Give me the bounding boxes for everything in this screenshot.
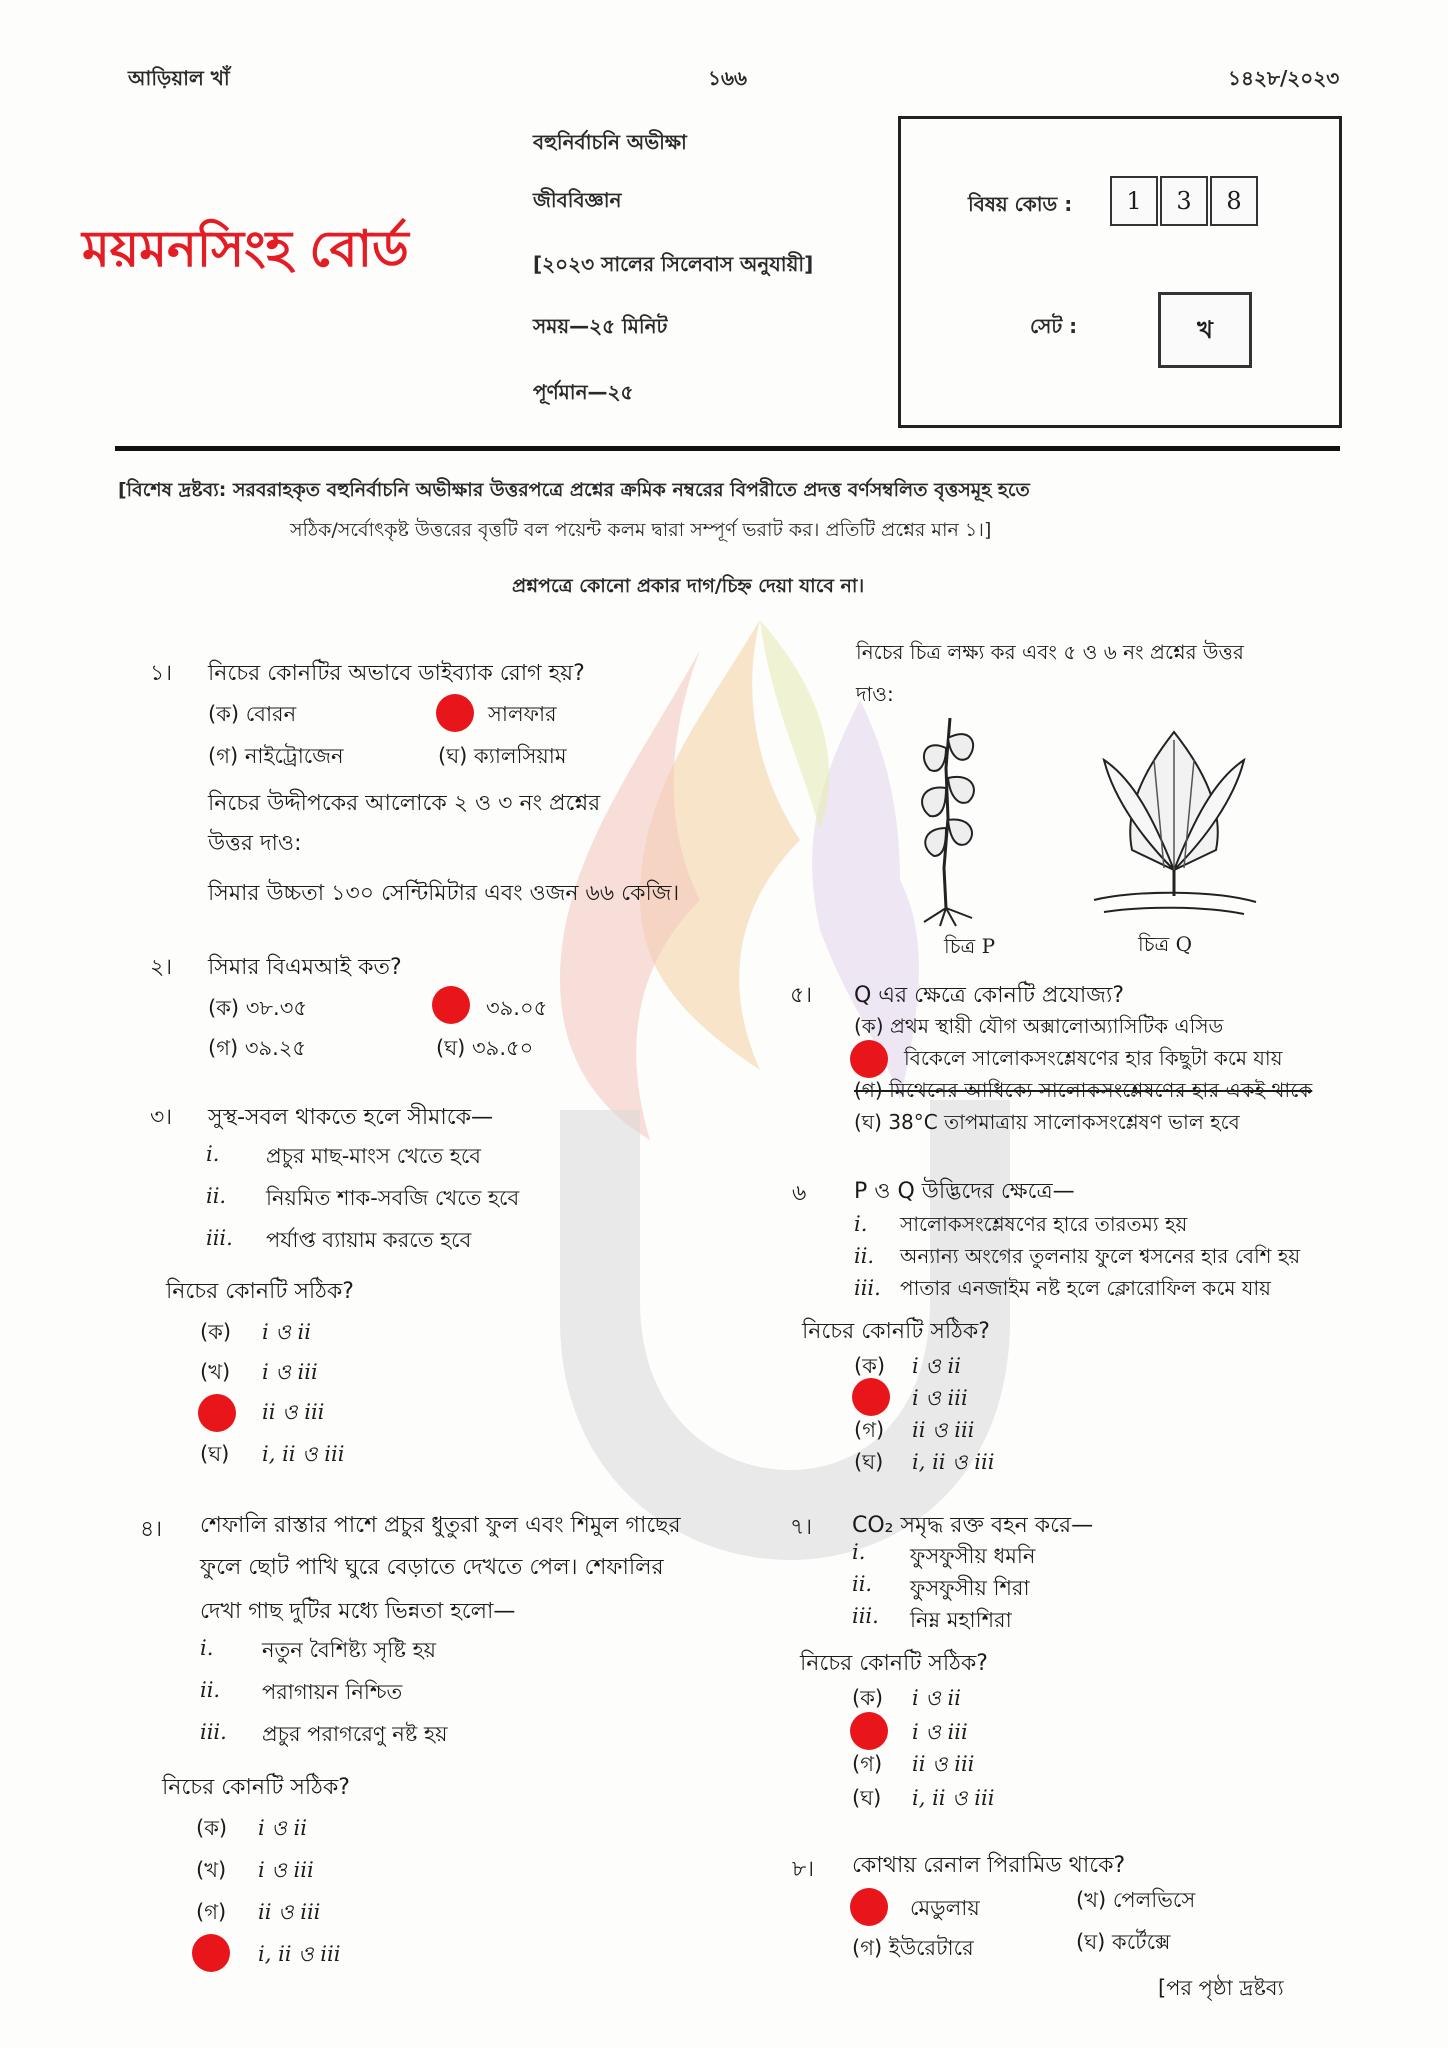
q3-item-2: নিয়মিত শাক-সবজি খেতে হবে <box>266 1186 520 1210</box>
answer-mark <box>198 1394 236 1432</box>
q6-roman-1: i. <box>854 1212 868 1236</box>
stem23-line1: নিচের উদ্দীপকের আলোকে ২ ও ৩ নং প্রশ্নের <box>208 791 601 816</box>
stem23-line2: উত্তর দাও: <box>208 831 302 856</box>
q5-option-d: (ঘ) 38°C তাপমাত্রায় সালোকসংশ্লেষণ ভাল হবে <box>854 1110 1240 1134</box>
q7-value-a: i ও ii <box>912 1686 961 1710</box>
q3-label-a: (ক) <box>200 1320 232 1344</box>
q4-label-c: (গ) <box>196 1900 227 1924</box>
q3-number: ৩। <box>150 1105 173 1130</box>
q8-number: ৮। <box>792 1857 815 1882</box>
q6-label-a: (ক) <box>854 1354 886 1378</box>
q4-roman-2: ii. <box>200 1678 221 1702</box>
set-label: সেট : <box>1030 314 1078 338</box>
q5-option-b: বিকেলে সালোকসংশ্লেষণের হার কিছুটা কমে যায় <box>904 1046 1283 1070</box>
divider <box>115 446 1340 451</box>
header-left-tag: আড়িয়াল খাঁ <box>128 66 230 90</box>
header-right-code: ১৪২৮/২০২৩ <box>1228 66 1340 90</box>
q4-line2: ফুলে ছোট পাখি ঘুরে বেড়াতে দেখতে পেল। শেফালির <box>200 1555 664 1580</box>
instruction-line2: সঠিক/সর্বোৎকৃষ্ট উত্তরের বৃত্তটি বল পয়েন্ট কলম দ্বারা সম্পূর্ণ ভরাট কর। প্রতিটি প্রশ্নের মান ১।] <box>290 519 992 541</box>
q3-item-1: প্রচুর মাছ-মাংস খেতে হবে <box>266 1144 481 1168</box>
stem23-line3: সিমার উচ্চতা ১৩০ সেন্টিমিটার এবং ওজন ৬৬ কেজি। <box>208 881 680 906</box>
q3-value-d: i, ii ও iii <box>262 1442 345 1466</box>
q3-text: সুস্থ-সবল থাকতে হলে সীমাকে— <box>208 1105 493 1130</box>
figure-q-caption: চিত্র Q <box>1138 932 1192 956</box>
q7-label-a: (ক) <box>852 1686 884 1710</box>
set-value: খ <box>1158 292 1252 368</box>
q1-text: নিচের কোনটির অভাবে ডাইব্যাক রোগ হয়? <box>208 661 585 686</box>
q5-number: ৫। <box>790 983 813 1008</box>
q2-option-b: ৩৯.০৫ <box>486 996 548 1020</box>
q6-label-d: (ঘ) <box>854 1450 884 1474</box>
q7-item-2: ফুসফুসীয় শিরা <box>910 1576 1030 1600</box>
q6-value-b: i ও iii <box>912 1386 968 1410</box>
q6-item-3: পাতার এনজাইম নষ্ট হলে ক্লোরোফিল কমে যায় <box>900 1276 1271 1300</box>
q7-value-d: i, ii ও iii <box>912 1786 995 1810</box>
q4-number: ৪। <box>140 1517 163 1542</box>
q3-item-3: পর্যাপ্ত ব্যায়াম করতে হবে <box>266 1228 472 1252</box>
answer-mark <box>852 1378 890 1416</box>
code-digit: 3 <box>1160 176 1208 226</box>
code-digit: 8 <box>1210 176 1258 226</box>
instruction-line3: প্রশ্নপত্রে কোনো প্রকার দাগ/চিহ্ন দেয়া যাবে না। <box>512 575 865 597</box>
q8-text: কোথায় রেনাল পিরামিড থাকে? <box>852 1853 1126 1878</box>
answer-mark <box>432 986 470 1024</box>
q7-number: ৭। <box>790 1515 813 1540</box>
q8-option-c: (গ) ইউরেটারে <box>852 1936 974 1960</box>
stem56-line2: দাও: <box>856 682 894 706</box>
board-title: ময়মনসিংহ বোর্ড <box>82 219 409 278</box>
answer-mark <box>192 1934 230 1972</box>
q3-roman-3: iii. <box>206 1226 233 1250</box>
answer-mark <box>850 1888 888 1926</box>
q6-value-d: i, ii ও iii <box>912 1450 995 1474</box>
q7-which: নিচের কোনটি সঠিক? <box>800 1651 988 1676</box>
syllabus: [২০২৩ সালের সিলেবাস অনুযায়ী] <box>533 252 814 276</box>
time: সময়—২৫ মিনিট <box>533 314 668 338</box>
figure-p-caption: চিত্র P <box>944 934 996 958</box>
instruction-line1: [বিশেষ দ্রষ্টব্য: সরবরাহকৃত বহুনির্বাচনি অভীক্ষার উত্তরপত্রে প্রশ্নের ক্রমিক নম্বরের বিপরীতে প্রদত্ত বর্ণসম্বলিত বৃত্তসমূহ হতে <box>118 479 1030 501</box>
q6-item-2: অন্যান্য অংগের তুলনায় ফুলে শ্বসনের হার বেশি হয় <box>900 1244 1301 1268</box>
code-digit: 1 <box>1110 176 1158 226</box>
q3-label-d: (ঘ) <box>200 1442 230 1466</box>
q4-label-b: (খ) <box>196 1858 227 1882</box>
q6-roman-3: iii. <box>854 1276 881 1300</box>
q7-roman-2: ii. <box>852 1572 873 1596</box>
q1-number: ১। <box>150 661 173 686</box>
q4-label-a: (ক) <box>196 1816 228 1840</box>
q1-option-c: (গ) নাইট্রোজেন <box>208 744 344 768</box>
next-page-note: [পর পৃষ্ঠা দ্রষ্টব্য <box>1158 1976 1284 2000</box>
plant-p-figure <box>884 708 1014 928</box>
q7-label-c: (গ) <box>852 1752 883 1776</box>
q7-value-c: ii ও iii <box>912 1752 975 1776</box>
q7-text: CO₂ সমৃদ্ধ রক্ত বহন করে— <box>852 1513 1094 1538</box>
q3-which: নিচের কোনটি সঠিক? <box>166 1279 354 1304</box>
q3-label-b: (খ) <box>200 1360 231 1384</box>
q6-label-c: (গ) <box>854 1418 885 1442</box>
q2-text: সিমার বিএমআই কত? <box>208 955 402 980</box>
header-page-number: ১৬৬ <box>708 66 747 90</box>
q6-roman-2: ii. <box>854 1244 875 1268</box>
q6-which: নিচের কোনটি সঠিক? <box>802 1319 990 1344</box>
q1-option-b: সালফার <box>488 702 557 726</box>
q4-value-b: i ও iii <box>258 1858 314 1882</box>
subject: জীববিজ্ঞান <box>533 188 622 212</box>
q4-value-c: ii ও iii <box>258 1900 321 1924</box>
q7-value-b: i ও iii <box>912 1720 968 1744</box>
q7-item-3: নিম্ন মহাশিরা <box>910 1608 1012 1632</box>
subject-code-label: বিষয় কোড : <box>968 192 1073 216</box>
q1-option-d: (ঘ) ক্যালসিয়াম <box>438 744 567 768</box>
q5-text: Q এর ক্ষেত্রে কোনটি প্রযোজ্য? <box>854 983 1125 1008</box>
lotus-q-figure <box>1084 720 1264 920</box>
q6-value-a: i ও ii <box>912 1354 961 1378</box>
q7-label-d: (ঘ) <box>852 1786 882 1810</box>
q4-value-a: i ও ii <box>258 1816 307 1840</box>
q6-text: P ও Q উদ্ভিদের ক্ষেত্রে— <box>854 1179 1075 1204</box>
q6-item-1: সালোকসংশ্লেষণের হারে তারতম্য হয় <box>900 1212 1188 1236</box>
q3-roman-1: i. <box>206 1142 220 1166</box>
exam-type: বহুনির্বাচনি অভীক্ষা <box>533 130 687 154</box>
stem56-line1: নিচের চিত্র লক্ষ্য কর এবং ৫ ও ৬ নং প্রশ্নের উত্তর <box>856 640 1244 664</box>
q2-option-c: (গ) ৩৯.২৫ <box>208 1036 307 1060</box>
q2-number: ২। <box>150 955 173 980</box>
answer-mark <box>850 1040 888 1078</box>
q3-value-a: i ও ii <box>262 1320 311 1344</box>
q3-roman-2: ii. <box>206 1184 227 1208</box>
q2-option-a: (ক) ৩৮.৩৫ <box>208 996 307 1020</box>
q5-option-a: (ক) প্রথম স্থায়ী যৌগ অক্সালোঅ্যাসিটিক এসিড <box>854 1014 1224 1038</box>
q6-number: ৬ <box>792 1181 807 1206</box>
code-box <box>898 116 1342 428</box>
q4-roman-1: i. <box>200 1636 214 1660</box>
q3-value-c: ii ও iii <box>262 1400 325 1424</box>
q7-roman-3: iii. <box>852 1604 879 1628</box>
full-marks: পূর্ণমান—২৫ <box>533 380 634 404</box>
q2-option-d: (ঘ) ৩৯.৫০ <box>436 1036 534 1060</box>
q5-option-c: (গ) মিথেনের আধিক্যে সালোকসংশ্লেষণের হার একই থাকে <box>854 1078 1313 1102</box>
q7-item-1: ফুসফুসীয় ধমনি <box>910 1544 1036 1568</box>
q4-item-1: নতুন বৈশিষ্ট্য সৃষ্টি হয় <box>262 1638 437 1662</box>
q4-roman-3: iii. <box>200 1720 227 1744</box>
q4-item-3: প্রচুর পরাগরেণু নষ্ট হয় <box>262 1722 448 1746</box>
q1-option-a: (ক) বোরন <box>208 702 297 726</box>
answer-mark <box>436 694 474 732</box>
q8-option-b: (খ) পেলভিসে <box>1076 1888 1196 1912</box>
q4-item-2: পরাগায়ন নিশ্চিত <box>262 1680 403 1704</box>
q8-option-a: মেডুলায় <box>910 1896 980 1920</box>
q4-line3: দেখা গাছ দুটির মধ্যে ভিন্নতা হলো— <box>200 1599 516 1624</box>
q4-value-d: i, ii ও iii <box>258 1942 341 1966</box>
q6-value-c: ii ও iii <box>912 1418 975 1442</box>
q3-value-b: i ও iii <box>262 1360 318 1384</box>
q4-line1: শেফালি রাস্তার পাশে প্রচুর ধুতুরা ফুল এবং শিমুল গাছের <box>200 1513 681 1538</box>
q8-option-d: (ঘ) কর্টেক্সে <box>1076 1930 1171 1954</box>
answer-mark <box>850 1712 888 1750</box>
q7-roman-1: i. <box>852 1540 866 1564</box>
q4-which: নিচের কোনটি সঠিক? <box>162 1775 350 1800</box>
